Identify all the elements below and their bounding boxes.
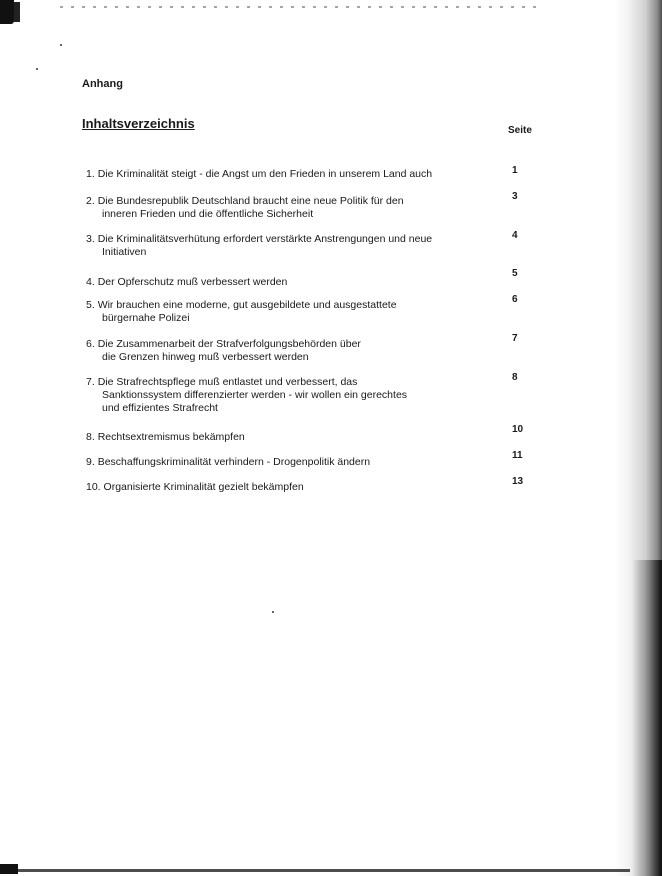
toc-entry <box>86 299 486 325</box>
entry-text: Die Kriminalität steigt - die Angst um den Frieden in unserem Land auch <box>97 168 433 180</box>
entry-text: Der Opferschutz muß verbessert werden <box>97 276 288 288</box>
scan-noise-top <box>60 6 540 8</box>
scan-corner-mark <box>0 0 14 24</box>
entry-page: 11 <box>512 450 523 461</box>
entry-text: Beschaffungskriminalität verhindern - Drogenpolitik ändern <box>97 456 371 468</box>
entry-number: 3. <box>86 233 95 245</box>
entry-number: 5. <box>86 299 95 311</box>
entry-number: 8. <box>86 431 95 443</box>
toc-entry <box>86 481 486 494</box>
entry-page: 7 <box>512 333 518 344</box>
entry-text: Die Strafrechtspflege muß entlastet und verbessert, das <box>97 376 358 388</box>
entry-text: Die Kriminalitätsverhütung erfordert verstärkte Anstrengungen und neue <box>97 233 433 245</box>
entry-number: 9. <box>86 456 95 468</box>
appendix-label: Anhang <box>82 78 123 90</box>
entry-page: 10 <box>512 424 524 435</box>
entry-number: 2. <box>86 195 95 207</box>
entry-text: Sanktionssystem differenzierter werden - wir wollen ein gerechtes <box>102 389 408 401</box>
scan-speck <box>60 44 62 46</box>
entry-text: bürgernahe Polizei <box>102 312 190 324</box>
entry-number: 1. <box>86 168 95 180</box>
entry-text: Initiativen <box>102 246 147 258</box>
entry-page: 13 <box>512 476 524 487</box>
toc-entry <box>86 456 486 469</box>
toc-entry <box>86 338 486 364</box>
entry-text: Die Zusammenarbeit der Strafverfolgungsbehörden über <box>97 338 361 350</box>
entry-page: 8 <box>512 372 518 383</box>
entry-text: Organisierte Kriminalität gezielt bekämpfen <box>103 481 304 493</box>
entry-page: 5 <box>512 268 518 279</box>
entry-page: 6 <box>512 294 518 305</box>
entry-page: 4 <box>512 230 518 241</box>
entry-text: und effizientes Strafrecht <box>102 402 218 414</box>
scan-edge-shadow-lower <box>632 560 662 876</box>
scan-speck <box>36 68 38 70</box>
toc-entry <box>86 233 486 259</box>
toc-entry <box>86 431 486 444</box>
toc-entry <box>86 276 486 289</box>
scan-bottom-mark <box>0 864 18 874</box>
scan-bottom-edge <box>0 869 630 872</box>
page-column-header: Seite <box>508 125 532 136</box>
scan-corner-mark <box>14 2 20 22</box>
scan-speck <box>272 611 274 613</box>
entry-text: Rechtsextremismus bekämpfen <box>97 431 245 443</box>
entry-number: 4. <box>86 276 95 288</box>
entry-text: Wir brauchen eine moderne, gut ausgebildete und ausgestattete <box>97 299 397 311</box>
toc-entry <box>86 376 486 415</box>
entry-text: inneren Frieden und die öffentliche Sicherheit <box>102 208 314 220</box>
entry-page: 1 <box>512 165 518 176</box>
entry-number: 6. <box>86 338 95 350</box>
entry-text: Die Bundesrepublik Deutschland braucht eine neue Politik für den <box>97 195 404 207</box>
entry-number: 10. <box>86 481 101 493</box>
toc-title: Inhaltsverzeichnis <box>82 116 195 131</box>
toc-entry <box>86 195 486 221</box>
entry-text: die Grenzen hinweg muß verbessert werden <box>102 351 309 363</box>
toc-entry <box>86 168 486 181</box>
entry-page: 3 <box>512 191 518 202</box>
entry-number: 7. <box>86 376 95 388</box>
